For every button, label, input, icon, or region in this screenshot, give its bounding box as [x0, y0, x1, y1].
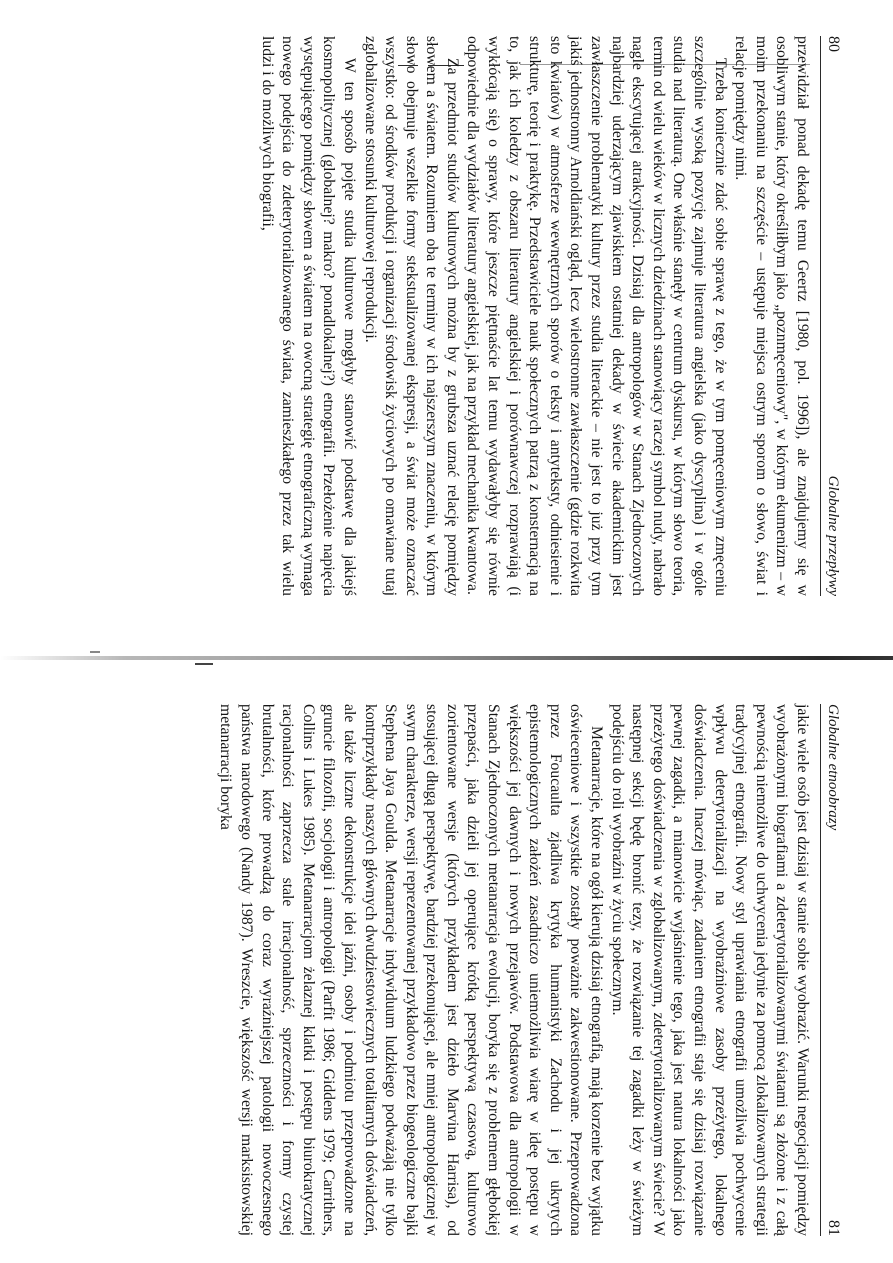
running-head: Globalne przepływy — [825, 475, 841, 596]
paragraph: Trzeba koniecznie zdać sobie sprawę z tego, że w tym pomęceniowym zmęceniu szczególnie wysoką pozycję zajmuje literatura angielska (jako dyscyplina) i w ogóle studia nad literaturą. One właśnie stanęły w centrum dyskursu, w którym słowo teoria, termin od wielu wieków w licznych dziedzinach stanowiący raczej symbol nudy, nabrało nagle ekscytującej atrakcyjności. Dzisiaj dla antropologów w Stanach Zjednoczonych najbardziej uderzającym zjawiskiem ostatniej dekady w świecie akademickim jest zawłaszczenie problematyki kultury przez studia literackie – nie jest to już przy tym jakiś jednostronny Arnoldiański ogląd, lecz wielostronne zawłaszczenie (gdzie rozkwita sto kwiatów) w atmosferze wewnętrznych sporów o teksty i antyteksty, odniesienie i strukturę, teorię i praktykę. Przedstawiciele nauk społecznych patrzą z konsternacją na to, jak ich koledzy z obszaru literatury angielskiej i porównawczej rozprawiają (i wykłócają się) o sprawy, które jeszcze piętnaście lat temu wydawałyby się równie odpowiednie dla wydziałów literatury angielskiej, jak na przykład mechanika kwantowa. — [464, 36, 729, 596]
paragraph: przewidział ponad dekadę temu Geertz [1980, pol. 1996]), ale znajdujemy się w osobliwym stanie, który określiłbym jako „poznmęceniowy", w którym ekumenizm – w moim przekonaniu na szczęście – ustępuje miejsca ostrym sporom o słowo, świat i relacje pomiędzy nimi. — [732, 36, 811, 596]
running-head: Globalne etnoobrazy — [825, 704, 841, 831]
book-page-right — [53, 704, 843, 1236]
paragraph: jakie wiele osób jest dzisiaj w stanie sobie wyobrazić. Warunki negocjacji pomiędzy wyobrażonymi biografiami a zdeterytorializowanymi światami są złożone i z całą pewnością niemożliwe do uchwycenia jedynie za pomocą zlokalizowanych strategii tradycyjnej etnografii. Nowy styl uprawiania etnografii umożliwia pochwycenie wpływu deterytorializacji na wyobraźniowe zasoby przeżytego, lokalnego doświadczenia. Inaczej mówiąc, zadaniem etnografii staje się dzisiaj rozwiązanie pewnej zagadki, a mianowicie wyjaśnienie tego, jaka jest natura lokalności jako przeżytego doświadczenia w zglobalizowanym, zdeterytorializowanym świecie? W następnej sekcji będę bronić tezy, że rozwiązanie tej zagadki leży w świeżym podejściu do roli wyobraźni w życiu społecznym. — [608, 704, 811, 1236]
page-header — [820, 36, 843, 596]
paragraph: W ten sposób pojęte studia kulturowe mogłyby stanowić podstawę dla jakiejś kosmopolitycznej (globalnej? makro? ponadlokalnej?) etnografii. Przełożenie napięcia występującego pomiędzy słowem a światem na owocną strategię etnograficzną wymaga nowego podejścia do zdeterytorializowanego świata, zamieszkałego przez tak wielu ludzi i do możliwych biografii, — [258, 36, 358, 596]
scan-speck — [90, 651, 100, 653]
page-number: 81 — [825, 1220, 842, 1236]
page-header — [820, 704, 843, 1236]
book-page-left — [53, 36, 843, 596]
book-gutter-shadow — [0, 656, 893, 660]
page-number: 80 — [825, 36, 842, 52]
paragraph: Za przedmiot studiów kulturowych można by z grubsza uznać relację pomiędzy słowem a światem. Rozumiem oba te terminy w ich najszerszym znaczeniu, w którym słowo obejmuje wszelkie formy stekstualizowanej ekspresji, a świat może oznaczać wszystko: od środków produkcji i organizacji środowisk życiowych po omawiane tutaj zglobalizowane stosunki kulturowej reprodukcji. — [361, 36, 461, 596]
paragraph: Metanarracje, które na ogół kierują dzisiaj etnografią, mają korzenie bez wyjątku oświeceniowe i wszystkie zostały poważnie zakwestionowane. Przeprowadzona przez Foucaulta zjadliwa krytyka humanistyki Zachodu i jej ukrytych epistemologicznych założeń zasadniczo uniemożliwia wiarę w ideę postępu w większości jej dawnych i nowych przejawów. Podstawowa dla antropologii w Stanach Zjednoczonych metanarracja ewolucji, boryka się z problemem głębokiej przepaści, jaka dzieli jej operujące krótką perspektywą czasową, kulturowo zorientowane wersje (których przykładem jest dzieło Marvina Harrisa), od stosującej długą perspektywę, bardziej przekonującej, ale mniej antropologicznej w swym charakterze, wersji reprezentowanej przykładowo przez biogeologiczne bajki Stephena Jaya Goulda. Metanarracje indywiduum ludzkiego podważają nie tylko kontrprzykłady naszych głównych dwudziestowiecznych totalitarnych doświadczeń, ale także liczne dekonstrukcje idei jaźni, osoby i podmiotu przeprowadzone na gruncie filozofii, socjologii i antropologii (Parfit 1986; Giddens 1979; Carrithers, Collins i Lukes 1985). Metanarracjom żelaznej klatki i postępu biurokratycznej racjonalności zaprzecza stale irracjonalność, sprzeczności i formy czystej brutalności, które prowadzą do coraz wyraźniejszej patologii nowoczesnego państwa narodowego (Nandy 1987). Wreszcie, większość wersji marksistowskiej metanarracji boryka — [217, 704, 606, 1236]
scan-speck — [195, 663, 213, 665]
